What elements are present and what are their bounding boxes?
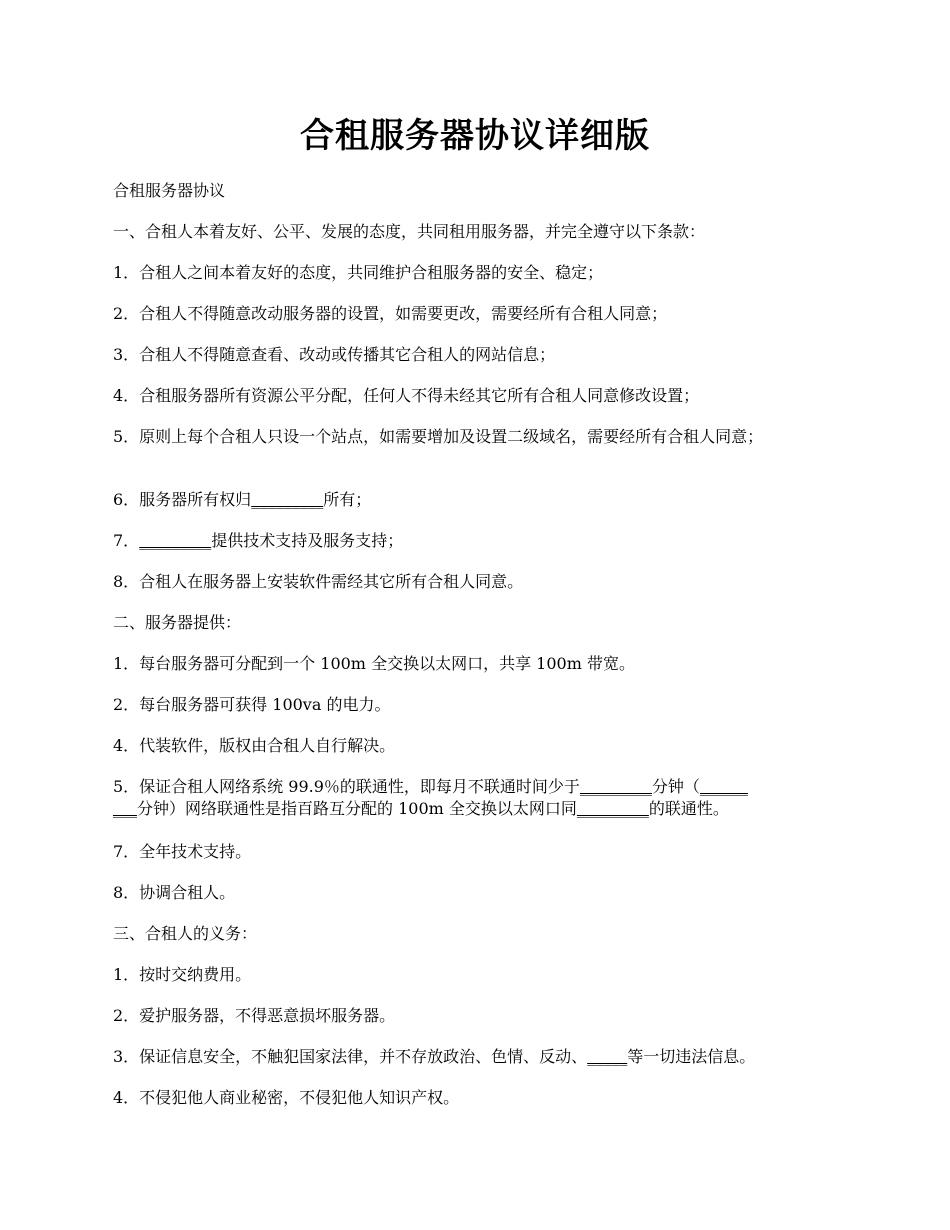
owner-blank: _________ — [251, 490, 324, 509]
item3-after: 等一切违法信息。 — [627, 1047, 756, 1066]
section3-item4: 4．不侵犯他人商业秘密，不侵犯他人知识产权。 — [113, 1088, 460, 1107]
downtime-alt-blank-b: ___ — [113, 799, 137, 818]
section1-item1: 1．合租人之间本着友好的态度，共同维护合租服务器的安全、稳定； — [113, 263, 604, 282]
section1-item7 — [113, 530, 843, 552]
document-subtitle: 合租服务器协议 — [113, 181, 226, 200]
item5-part1: 5．保证合租人网络系统 99.9％的联通性，即每月不联通时间少于 — [113, 777, 580, 796]
downtime-alt-blank-a: ______ — [699, 777, 748, 796]
section1-item8: 8．合租人在服务器上安装软件需经其它所有合租人同意。 — [113, 572, 524, 591]
item5-line1 — [113, 776, 853, 798]
section2-heading: 二、服务器提供： — [113, 613, 242, 632]
section2-item4: 4．代装软件，版权由合租人自行解决。 — [113, 736, 396, 755]
provider-blank: _________ — [139, 531, 212, 550]
section1-item2: 2．合租人不得随意改动服务器的设置，如需要更改，需要经所有合租人同意； — [113, 304, 668, 323]
section1-heading: 一、合租人本着友好、公平、发展的态度，共同租用服务器，并完全遵守以下条款： — [113, 222, 706, 241]
section3-item2: 2．爱护服务器，不得恶意损坏服务器。 — [113, 1006, 396, 1025]
downtime-minutes-blank: _________ — [579, 777, 652, 796]
illegal-info-blank: _____ — [587, 1047, 628, 1066]
section1-item4: 4．合租服务器所有资源公平分配，任何人不得未经其它所有合租人同意修改设置； — [113, 386, 700, 405]
section1-item3: 3．合租人不得随意查看、改动或传播其它合租人的网站信息； — [113, 345, 556, 364]
item6-after: 所有； — [323, 490, 372, 509]
section3-heading: 三、合租人的义务： — [113, 924, 258, 943]
section2-item8: 8．协调合租人。 — [113, 883, 236, 902]
section3-item1: 1．按时交纳费用。 — [113, 965, 252, 984]
item6-before: 6．服务器所有权归 — [113, 490, 252, 509]
item3-before: 3．保证信息安全，不触犯国家法律，并不存放政治、色情、反动、 — [113, 1047, 588, 1066]
section2-item5 — [113, 776, 853, 820]
item5-part4: 的联通性。 — [648, 799, 729, 818]
section2-item2: 2．每台服务器可获得 100va 的电力。 — [113, 695, 391, 714]
connectivity-target-blank: _________ — [576, 799, 649, 818]
section1-item6 — [113, 489, 843, 511]
section1-item5: 5．原则上每个合租人只设一个站点，如需要增加及设置二级域名，需要经所有合租人同意； — [113, 427, 764, 446]
section3-item3 — [113, 1046, 873, 1068]
item7-after: 提供技术支持及服务支持； — [211, 531, 404, 550]
item5-part2: 分钟（ — [651, 777, 700, 796]
section2-item1: 1．每台服务器可分配到一个 100m 全交换以太网口，共享 100m 带宽。 — [113, 654, 635, 673]
section2-item7: 7．全年技术支持。 — [113, 842, 252, 861]
item7-before: 7． — [113, 531, 140, 550]
item5-part3: 分钟）网络联通性是指百路互分配的 100m 全交换以太网口同 — [137, 799, 577, 818]
document-title: 合租服务器协议详细版 — [300, 116, 650, 156]
item5-line2 — [113, 798, 853, 820]
